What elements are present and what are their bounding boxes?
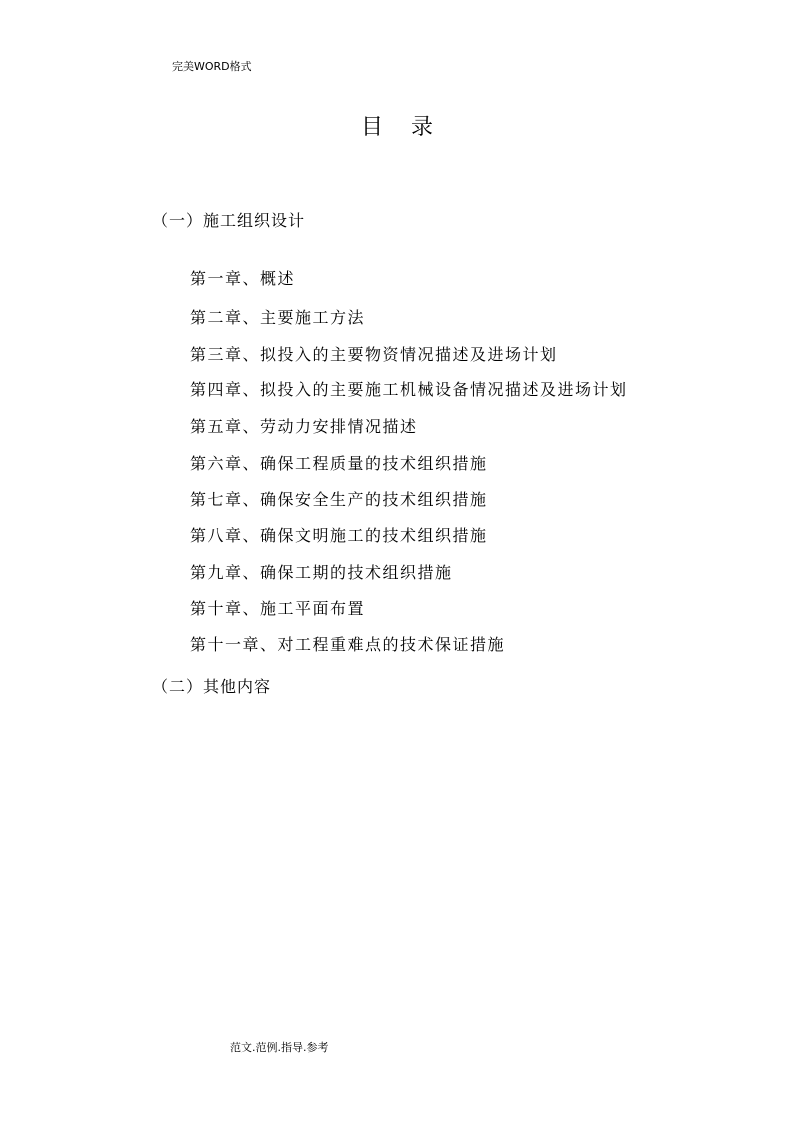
document-title-text: 目 录 [361,115,433,140]
toc-entry-chapter-8[interactable]: 第八章、确保文明施工的技术组织措施 [190,526,488,545]
section-heading-construction-design: （一）施工组织设计 [152,211,306,230]
toc-entry-chapter-9[interactable]: 第九章、确保工期的技术组织措施 [190,563,453,582]
toc-entry-chapter-6[interactable]: 第六章、确保工程质量的技术组织措施 [190,454,488,473]
toc-entry-chapter-3[interactable]: 第三章、拟投入的主要物资情况描述及进场计划 [190,345,558,364]
toc-entry-chapter-10[interactable]: 第十章、施工平面布置 [190,599,366,618]
toc-entry-chapter-1[interactable]: 第一章、概述 [190,269,296,288]
document-title [0,113,794,143]
toc-entry-chapter-11[interactable]: 第十一章、对工程重难点的技术保证措施 [190,635,506,654]
section-heading-other-content: （二）其他内容 [152,677,272,696]
page-header-note: 完美WORD格式 [172,60,252,73]
toc-entry-chapter-2[interactable]: 第二章、主要施工方法 [190,308,366,327]
page-footer-note: 范文.范例.指导.参考 [230,1041,329,1054]
toc-entry-chapter-5[interactable]: 第五章、劳动力安排情况描述 [190,417,418,436]
toc-entry-chapter-4[interactable]: 第四章、拟投入的主要施工机械设备情况描述及进场计划 [190,380,628,399]
toc-entry-chapter-7[interactable]: 第七章、确保安全生产的技术组织措施 [190,490,488,509]
